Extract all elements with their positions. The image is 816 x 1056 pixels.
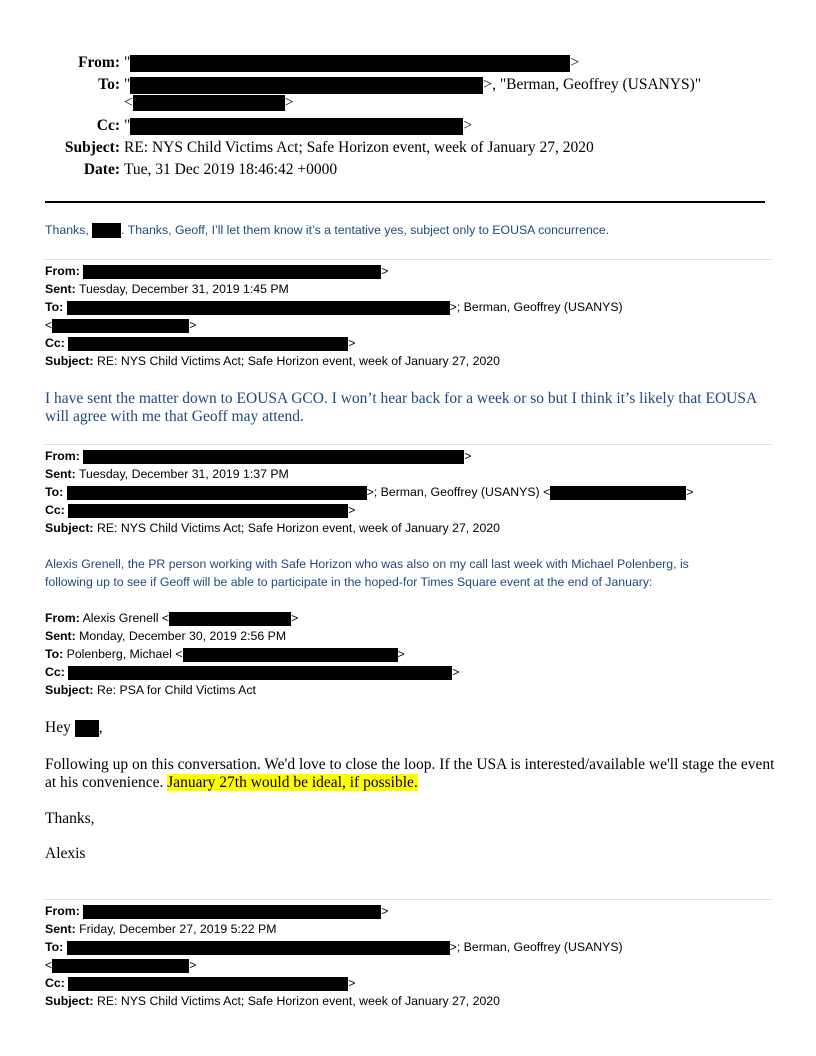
redaction-block xyxy=(130,118,463,135)
email4-subject-row: Subject: Re: PSA for Child Victims Act xyxy=(45,683,256,697)
header-date: Tue, 31 Dec 2019 18:46:42 +0000 xyxy=(124,161,338,178)
email3-sent-row: Sent: Tuesday, December 31, 2019 1:37 PM xyxy=(45,467,289,481)
email4-to-row: To: Polenberg, Michael < > xyxy=(45,647,405,661)
redaction-block xyxy=(67,486,367,500)
email5-cc-row: Cc: > xyxy=(45,976,356,990)
header-cc-label: Cc: xyxy=(96,117,120,134)
redaction-block xyxy=(52,959,189,973)
email2-sent-row: Sent: Tuesday, December 31, 2019 1:45 PM xyxy=(45,282,289,296)
redaction-block xyxy=(67,941,450,955)
redaction-block xyxy=(83,905,381,919)
header-subject-label: Subject: xyxy=(64,139,120,156)
redaction-block xyxy=(183,648,398,662)
header-from-label: From: xyxy=(78,54,120,71)
redaction-block xyxy=(133,95,285,111)
header-to-label: To: xyxy=(98,76,120,93)
redaction-block xyxy=(67,301,450,315)
header-subject: RE: NYS Child Victims Act; Safe Horizon event, week of January 27, 2020 xyxy=(124,139,594,156)
email3-body-line-1: Alexis Grenell, the PR person working with Safe Horizon who was also on my call last week with Michael Polenberg, is xyxy=(45,557,689,571)
redaction-block xyxy=(92,223,121,238)
email4-sent-row: Sent: Monday, December 30, 2019 2:56 PM xyxy=(45,629,287,643)
email2-to-row: To: >; Berman, Geoffrey (USANYS) xyxy=(45,300,623,314)
redaction-block xyxy=(83,450,464,464)
email5-sent-row: Sent: Friday, December 27, 2019 5:22 PM xyxy=(45,922,277,936)
email2-body: I have sent the matter down to EOUSA GCO. I won’t hear back for a week or so but I think it’s likely that EOUSA will agree with me that Geoff may attend. xyxy=(45,390,757,425)
email2-cc-row: Cc: > xyxy=(45,336,356,350)
email5-from-row: From: > xyxy=(45,904,389,918)
email3-subject-row: Subject: RE: NYS Child Victims Act; Safe Horizon event, week of January 27, 2020 xyxy=(45,521,500,535)
header-divider xyxy=(45,201,765,203)
email4-greeting: Hey , xyxy=(45,719,103,736)
email4-cc-row: Cc: > xyxy=(45,665,460,679)
redaction-block xyxy=(130,55,570,72)
message-divider xyxy=(45,259,771,260)
highlighted-text: January 27th would be ideal, if possible. xyxy=(167,774,418,791)
email4-closing: Thanks, xyxy=(45,810,95,827)
redaction-block xyxy=(169,612,291,626)
header-date-label: Date: xyxy=(83,161,120,178)
redaction-block xyxy=(68,337,348,351)
email1-body: Thanks, . Thanks, Geoff, I’ll let them know it’s a tentative yes, subject only to EOUSA concurrence. xyxy=(45,223,610,237)
header-to-row-2: < > xyxy=(124,94,294,111)
email3-from-row: From: > xyxy=(45,449,472,463)
email5-to-row-2: < > xyxy=(45,958,197,972)
redaction-block xyxy=(52,319,189,333)
email2-from-row: From: > xyxy=(45,264,389,278)
message-divider xyxy=(45,899,771,900)
redaction-block xyxy=(68,504,348,518)
email3-body-line-2: following up to see if Geoff will be able to participate in the hoped-for Times Square event at the end of January: xyxy=(45,575,653,589)
email3-to-row: To: >; Berman, Geoffrey (USANYS) < > xyxy=(45,485,694,499)
redaction-block xyxy=(550,486,686,500)
email3-cc-row: Cc: > xyxy=(45,503,356,517)
redaction-block xyxy=(68,666,452,680)
email4-signature: Alexis xyxy=(45,845,86,862)
redaction-block xyxy=(68,977,348,991)
message-divider xyxy=(45,444,771,445)
email2-subject-row: Subject: RE: NYS Child Victims Act; Safe Horizon event, week of January 27, 2020 xyxy=(45,354,500,368)
email5-to-row: To: >; Berman, Geoffrey (USANYS) xyxy=(45,940,623,954)
email4-body: Following up on this conversation. We'd love to close the loop. If the USA is interested/available we'll stage the event at his convenience. January 27th would be ideal, if possible. xyxy=(45,756,775,791)
email2-to-row-2: < > xyxy=(45,318,197,332)
email5-subject-row: Subject: RE: NYS Child Victims Act; Safe Horizon event, week of January 27, 2020 xyxy=(45,994,500,1008)
redaction-block xyxy=(75,720,99,737)
redaction-block xyxy=(130,77,483,94)
email4-from-row: From: Alexis Grenell < > xyxy=(45,611,299,625)
redaction-block xyxy=(83,265,381,279)
